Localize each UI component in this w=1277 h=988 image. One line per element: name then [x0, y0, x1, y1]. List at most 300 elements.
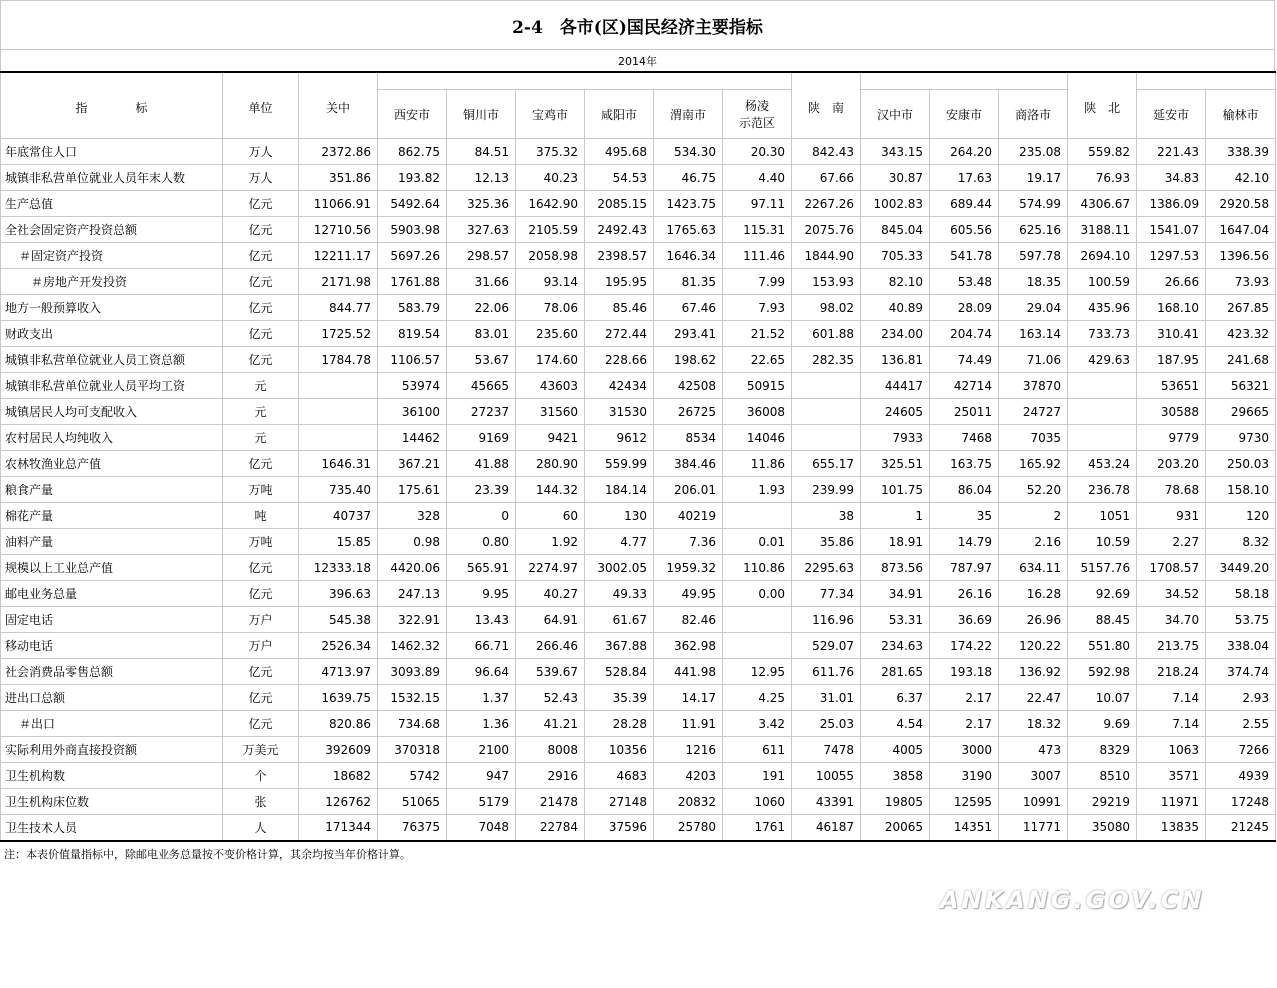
value-cell: 85.46 — [585, 295, 654, 321]
value-cell: 325.36 — [447, 191, 516, 217]
value-cell: 8510 — [1068, 763, 1137, 789]
value-cell: 144.32 — [516, 477, 585, 503]
value-cell: 41.88 — [447, 451, 516, 477]
watermark-logo: ANKANG.GOV.CN — [940, 886, 1205, 914]
value-cell: 12.95 — [723, 659, 792, 685]
indicator-table — [0, 71, 1276, 842]
value-cell: 14351 — [930, 815, 999, 841]
value-cell: 27148 — [585, 789, 654, 815]
row-unit: 元 — [223, 373, 299, 399]
table-header — [1, 72, 1276, 139]
value-cell: 11066.91 — [299, 191, 378, 217]
value-cell: 74.49 — [930, 347, 999, 373]
row-label: 卫生机构床位数 — [1, 789, 223, 815]
value-cell: 213.75 — [1137, 633, 1206, 659]
value-cell: 53651 — [1137, 373, 1206, 399]
table-body — [1, 139, 1276, 841]
value-cell: 2916 — [516, 763, 585, 789]
value-cell: 78.68 — [1137, 477, 1206, 503]
value-cell: 844.77 — [299, 295, 378, 321]
value-cell — [1068, 373, 1137, 399]
value-cell: 19805 — [861, 789, 930, 815]
value-cell: 367.88 — [585, 633, 654, 659]
value-cell: 26.96 — [999, 607, 1068, 633]
value-cell: 49.95 — [654, 581, 723, 607]
value-cell: 3190 — [930, 763, 999, 789]
value-cell: 4939 — [1206, 763, 1276, 789]
value-cell: 206.01 — [654, 477, 723, 503]
value-cell: 11.86 — [723, 451, 792, 477]
value-cell — [792, 373, 861, 399]
value-cell: 203.20 — [1137, 451, 1206, 477]
header-city-yulin: 榆林市 — [1206, 90, 1276, 139]
value-cell: 34.70 — [1137, 607, 1206, 633]
value-cell: 83.01 — [447, 321, 516, 347]
table-row — [1, 269, 1276, 295]
value-cell: 529.07 — [792, 633, 861, 659]
value-cell: 52.43 — [516, 685, 585, 711]
row-unit: 亿元 — [223, 555, 299, 581]
value-cell: 734.68 — [378, 711, 447, 737]
table-row — [1, 425, 1276, 451]
row-label: 全社会固定资产投资总额 — [1, 217, 223, 243]
value-cell: 495.68 — [585, 139, 654, 165]
value-cell: 46187 — [792, 815, 861, 841]
value-cell: 1060 — [723, 789, 792, 815]
value-cell: 191 — [723, 763, 792, 789]
value-cell: 1708.57 — [1137, 555, 1206, 581]
value-cell: 37870 — [999, 373, 1068, 399]
value-cell: 53.48 — [930, 269, 999, 295]
value-cell: 29.04 — [999, 295, 1068, 321]
value-cell: 325.51 — [861, 451, 930, 477]
table-row — [1, 607, 1276, 633]
value-cell — [792, 425, 861, 451]
row-label: 粮食产量 — [1, 477, 223, 503]
value-cell: 396.63 — [299, 581, 378, 607]
row-label: 城镇非私营单位就业人员工资总额 — [1, 347, 223, 373]
value-cell: 221.43 — [1137, 139, 1206, 165]
value-cell — [1068, 399, 1137, 425]
value-cell: 234.00 — [861, 321, 930, 347]
value-cell: 10055 — [792, 763, 861, 789]
table-row — [1, 685, 1276, 711]
value-cell: 96.64 — [447, 659, 516, 685]
value-cell: 163.75 — [930, 451, 999, 477]
value-cell: 1297.53 — [1137, 243, 1206, 269]
table-row — [1, 451, 1276, 477]
value-cell: 4683 — [585, 763, 654, 789]
value-cell: 120 — [1206, 503, 1276, 529]
row-unit: 个 — [223, 763, 299, 789]
value-cell: 31530 — [585, 399, 654, 425]
value-cell: 34.91 — [861, 581, 930, 607]
value-cell: 2694.10 — [1068, 243, 1137, 269]
value-cell: 67.46 — [654, 295, 723, 321]
value-cell: 64.91 — [516, 607, 585, 633]
value-cell: 5157.76 — [1068, 555, 1137, 581]
value-cell: 13.43 — [447, 607, 516, 633]
value-cell: 44417 — [861, 373, 930, 399]
value-cell: 4005 — [861, 737, 930, 763]
value-cell: 1.93 — [723, 477, 792, 503]
value-cell: 81.35 — [654, 269, 723, 295]
value-cell: 193.82 — [378, 165, 447, 191]
value-cell: 20832 — [654, 789, 723, 815]
value-cell: 168.10 — [1137, 295, 1206, 321]
row-label: 社会消费品零售总额 — [1, 659, 223, 685]
value-cell: 51065 — [378, 789, 447, 815]
value-cell: 171344 — [299, 815, 378, 841]
value-cell: 367.21 — [378, 451, 447, 477]
value-cell: 34.83 — [1137, 165, 1206, 191]
value-cell: 9421 — [516, 425, 585, 451]
value-cell: 22784 — [516, 815, 585, 841]
value-cell: 15.85 — [299, 529, 378, 555]
value-cell: 25780 — [654, 815, 723, 841]
value-cell: 12710.56 — [299, 217, 378, 243]
value-cell: 298.57 — [447, 243, 516, 269]
value-cell: 7.93 — [723, 295, 792, 321]
value-cell: 88.45 — [1068, 607, 1137, 633]
value-cell: 1 — [861, 503, 930, 529]
value-cell: 27237 — [447, 399, 516, 425]
value-cell: 655.17 — [792, 451, 861, 477]
value-cell: 3002.05 — [585, 555, 654, 581]
value-cell: 17248 — [1206, 789, 1276, 815]
header-yangling-line2: 示范区 — [739, 116, 776, 130]
table-row — [1, 659, 1276, 685]
value-cell: 4.25 — [723, 685, 792, 711]
value-cell: 35.39 — [585, 685, 654, 711]
value-cell: 241.68 — [1206, 347, 1276, 373]
value-cell: 392609 — [299, 737, 378, 763]
value-cell: 1784.78 — [299, 347, 378, 373]
value-cell: 7266 — [1206, 737, 1276, 763]
value-cell: 98.02 — [792, 295, 861, 321]
value-cell: 931 — [1137, 503, 1206, 529]
value-cell: 26725 — [654, 399, 723, 425]
value-cell: 2.55 — [1206, 711, 1276, 737]
value-cell: 158.10 — [1206, 477, 1276, 503]
value-cell: 264.20 — [930, 139, 999, 165]
value-cell: 9779 — [1137, 425, 1206, 451]
value-cell: 116.96 — [792, 607, 861, 633]
value-cell: 601.88 — [792, 321, 861, 347]
value-cell: 110.86 — [723, 555, 792, 581]
value-cell — [723, 607, 792, 633]
value-cell: 3858 — [861, 763, 930, 789]
value-cell: 11971 — [1137, 789, 1206, 815]
table-row — [1, 373, 1276, 399]
value-cell: 11.91 — [654, 711, 723, 737]
value-cell: 2.17 — [930, 711, 999, 737]
value-cell: 24727 — [999, 399, 1068, 425]
value-cell: 25011 — [930, 399, 999, 425]
row-label: 规模以上工业总产值 — [1, 555, 223, 581]
value-cell: 36.69 — [930, 607, 999, 633]
value-cell: 82.10 — [861, 269, 930, 295]
value-cell: 204.74 — [930, 321, 999, 347]
value-cell: 1002.83 — [861, 191, 930, 217]
value-cell: 21478 — [516, 789, 585, 815]
value-cell: 362.98 — [654, 633, 723, 659]
value-cell: 282.35 — [792, 347, 861, 373]
value-cell: 267.85 — [1206, 295, 1276, 321]
row-unit: 亿元 — [223, 451, 299, 477]
value-cell: 28.28 — [585, 711, 654, 737]
value-cell: 423.32 — [1206, 321, 1276, 347]
value-cell: 22.47 — [999, 685, 1068, 711]
value-cell: 77.34 — [792, 581, 861, 607]
row-label: 年底常住人口 — [1, 139, 223, 165]
value-cell: 53.67 — [447, 347, 516, 373]
row-label: 实际利用外商直接投资额 — [1, 737, 223, 763]
value-cell: 4.54 — [861, 711, 930, 737]
value-cell: 35080 — [1068, 815, 1137, 841]
value-cell: 184.14 — [585, 477, 654, 503]
value-cell: 2526.34 — [299, 633, 378, 659]
value-cell: 71.06 — [999, 347, 1068, 373]
value-cell: 2398.57 — [585, 243, 654, 269]
value-cell: 42714 — [930, 373, 999, 399]
value-cell: 1642.90 — [516, 191, 585, 217]
table-row — [1, 321, 1276, 347]
value-cell — [299, 425, 378, 451]
header-shaanbei-group-spacer — [1137, 72, 1276, 90]
value-cell: 18682 — [299, 763, 378, 789]
value-cell: 5697.26 — [378, 243, 447, 269]
value-cell: 11771 — [999, 815, 1068, 841]
value-cell: 14.79 — [930, 529, 999, 555]
value-cell: 0.98 — [378, 529, 447, 555]
value-cell: 239.99 — [792, 477, 861, 503]
value-cell: 2920.58 — [1206, 191, 1276, 217]
value-cell: 78.06 — [516, 295, 585, 321]
value-cell: 61.67 — [585, 607, 654, 633]
value-cell: 66.71 — [447, 633, 516, 659]
value-cell: 2295.63 — [792, 555, 861, 581]
value-cell: 2105.59 — [516, 217, 585, 243]
value-cell: 54.53 — [585, 165, 654, 191]
value-cell: 1646.34 — [654, 243, 723, 269]
value-cell: 93.14 — [516, 269, 585, 295]
row-label: ＃房地产开发投资 — [1, 269, 223, 295]
value-cell: 2.17 — [930, 685, 999, 711]
row-label: 移动电话 — [1, 633, 223, 659]
value-cell: 8.32 — [1206, 529, 1276, 555]
header-guanzhong-group-spacer — [378, 72, 792, 90]
value-cell: 20065 — [861, 815, 930, 841]
row-label: 棉花产量 — [1, 503, 223, 529]
value-cell: 7.14 — [1137, 711, 1206, 737]
value-cell: 163.14 — [999, 321, 1068, 347]
header-shaanbei: 陕 北 — [1068, 72, 1137, 139]
value-cell: 136.92 — [999, 659, 1068, 685]
value-cell: 1765.63 — [654, 217, 723, 243]
value-cell: 2075.76 — [792, 217, 861, 243]
value-cell: 130 — [585, 503, 654, 529]
value-cell: 16.28 — [999, 581, 1068, 607]
value-cell: 41.21 — [516, 711, 585, 737]
value-cell: 705.33 — [861, 243, 930, 269]
header-city-yangling — [723, 90, 792, 139]
value-cell: 1541.07 — [1137, 217, 1206, 243]
value-cell: 338.39 — [1206, 139, 1276, 165]
value-cell: 2.27 — [1137, 529, 1206, 555]
value-cell: 56321 — [1206, 373, 1276, 399]
table-row — [1, 399, 1276, 425]
value-cell: 35 — [930, 503, 999, 529]
value-cell: 7.36 — [654, 529, 723, 555]
value-cell: 8534 — [654, 425, 723, 451]
value-cell: 611.76 — [792, 659, 861, 685]
row-unit: 元 — [223, 399, 299, 425]
row-unit: 亿元 — [223, 191, 299, 217]
row-label: 财政支出 — [1, 321, 223, 347]
value-cell: 67.66 — [792, 165, 861, 191]
value-cell: 111.46 — [723, 243, 792, 269]
row-label: 城镇非私营单位就业人员年末人数 — [1, 165, 223, 191]
footnote: 注：本表价值量指标中，除邮电业务总量按不变价格计算，其余均按当年价格计算。 — [4, 847, 411, 861]
value-cell: 375.32 — [516, 139, 585, 165]
value-cell: 611 — [723, 737, 792, 763]
row-unit: 亿元 — [223, 321, 299, 347]
value-cell: 28.09 — [930, 295, 999, 321]
value-cell: 12595 — [930, 789, 999, 815]
row-unit: 万美元 — [223, 737, 299, 763]
value-cell: 5903.98 — [378, 217, 447, 243]
row-unit: 亿元 — [223, 347, 299, 373]
value-cell: 1761.88 — [378, 269, 447, 295]
value-cell: 384.46 — [654, 451, 723, 477]
value-cell: 12333.18 — [299, 555, 378, 581]
table-row — [1, 191, 1276, 217]
value-cell: 50915 — [723, 373, 792, 399]
value-cell: 539.67 — [516, 659, 585, 685]
value-cell: 12.13 — [447, 165, 516, 191]
row-label: 油料产量 — [1, 529, 223, 555]
value-cell: 24605 — [861, 399, 930, 425]
table-row — [1, 503, 1276, 529]
value-cell: 236.78 — [1068, 477, 1137, 503]
value-cell: 193.18 — [930, 659, 999, 685]
header-city-hanzhong: 汉中市 — [861, 90, 930, 139]
value-cell: 1462.32 — [378, 633, 447, 659]
value-cell: 845.04 — [861, 217, 930, 243]
value-cell: 310.41 — [1137, 321, 1206, 347]
value-cell: 45665 — [447, 373, 516, 399]
value-cell: 18.91 — [861, 529, 930, 555]
value-cell: 9.69 — [1068, 711, 1137, 737]
row-label: 卫生技术人员 — [1, 815, 223, 841]
value-cell: 435.96 — [1068, 295, 1137, 321]
value-cell: 0.00 — [723, 581, 792, 607]
value-cell: 53.75 — [1206, 607, 1276, 633]
row-unit: 万户 — [223, 633, 299, 659]
value-cell: 3188.11 — [1068, 217, 1137, 243]
value-cell: 1844.90 — [792, 243, 861, 269]
table-row — [1, 633, 1276, 659]
value-cell: 947 — [447, 763, 516, 789]
value-cell: 25.03 — [792, 711, 861, 737]
value-cell: 12211.17 — [299, 243, 378, 269]
row-unit: 万吨 — [223, 529, 299, 555]
value-cell: 14.17 — [654, 685, 723, 711]
header-city-xianyang: 咸阳市 — [585, 90, 654, 139]
value-cell: 733.73 — [1068, 321, 1137, 347]
value-cell: 218.24 — [1137, 659, 1206, 685]
value-cell: 545.38 — [299, 607, 378, 633]
value-cell: 574.99 — [999, 191, 1068, 217]
value-cell: 2058.98 — [516, 243, 585, 269]
value-cell: 26.16 — [930, 581, 999, 607]
value-cell: 76.93 — [1068, 165, 1137, 191]
value-cell: 10356 — [585, 737, 654, 763]
value-cell: 35.86 — [792, 529, 861, 555]
value-cell: 2492.43 — [585, 217, 654, 243]
header-city-weinan: 渭南市 — [654, 90, 723, 139]
value-cell: 1.37 — [447, 685, 516, 711]
row-label: 农林牧渔业总产值 — [1, 451, 223, 477]
value-cell: 20.30 — [723, 139, 792, 165]
value-cell: 429.63 — [1068, 347, 1137, 373]
value-cell: 153.93 — [792, 269, 861, 295]
value-cell: 873.56 — [861, 555, 930, 581]
value-cell: 1.36 — [447, 711, 516, 737]
table-row — [1, 139, 1276, 165]
value-cell: 250.03 — [1206, 451, 1276, 477]
row-label: 农村居民人均纯收入 — [1, 425, 223, 451]
value-cell: 3571 — [1137, 763, 1206, 789]
value-cell: 280.90 — [516, 451, 585, 477]
value-cell: 13835 — [1137, 815, 1206, 841]
value-cell: 5179 — [447, 789, 516, 815]
value-cell: 343.15 — [861, 139, 930, 165]
value-cell: 235.60 — [516, 321, 585, 347]
header-city-shangluo: 商洛市 — [999, 90, 1068, 139]
header-city-yanan: 延安市 — [1137, 90, 1206, 139]
value-cell: 2267.26 — [792, 191, 861, 217]
value-cell: 634.11 — [999, 555, 1068, 581]
value-cell: 165.92 — [999, 451, 1068, 477]
value-cell: 1647.04 — [1206, 217, 1276, 243]
table-row — [1, 815, 1276, 841]
value-cell: 7.14 — [1137, 685, 1206, 711]
header-city-ankang: 安康市 — [930, 90, 999, 139]
value-cell: 374.74 — [1206, 659, 1276, 685]
value-cell: 38 — [792, 503, 861, 529]
value-cell: 551.80 — [1068, 633, 1137, 659]
table-row — [1, 555, 1276, 581]
value-cell: 441.98 — [654, 659, 723, 685]
value-cell: 583.79 — [378, 295, 447, 321]
row-unit: 亿元 — [223, 243, 299, 269]
value-cell: 559.82 — [1068, 139, 1137, 165]
table-row — [1, 711, 1276, 737]
value-cell: 17.63 — [930, 165, 999, 191]
value-cell: 30.87 — [861, 165, 930, 191]
value-cell: 42508 — [654, 373, 723, 399]
value-cell: 53974 — [378, 373, 447, 399]
value-cell: 37596 — [585, 815, 654, 841]
value-cell: 234.63 — [861, 633, 930, 659]
value-cell: 174.60 — [516, 347, 585, 373]
row-label: 卫生机构数 — [1, 763, 223, 789]
value-cell: 40737 — [299, 503, 378, 529]
row-unit: 万户 — [223, 607, 299, 633]
value-cell: 86.04 — [930, 477, 999, 503]
